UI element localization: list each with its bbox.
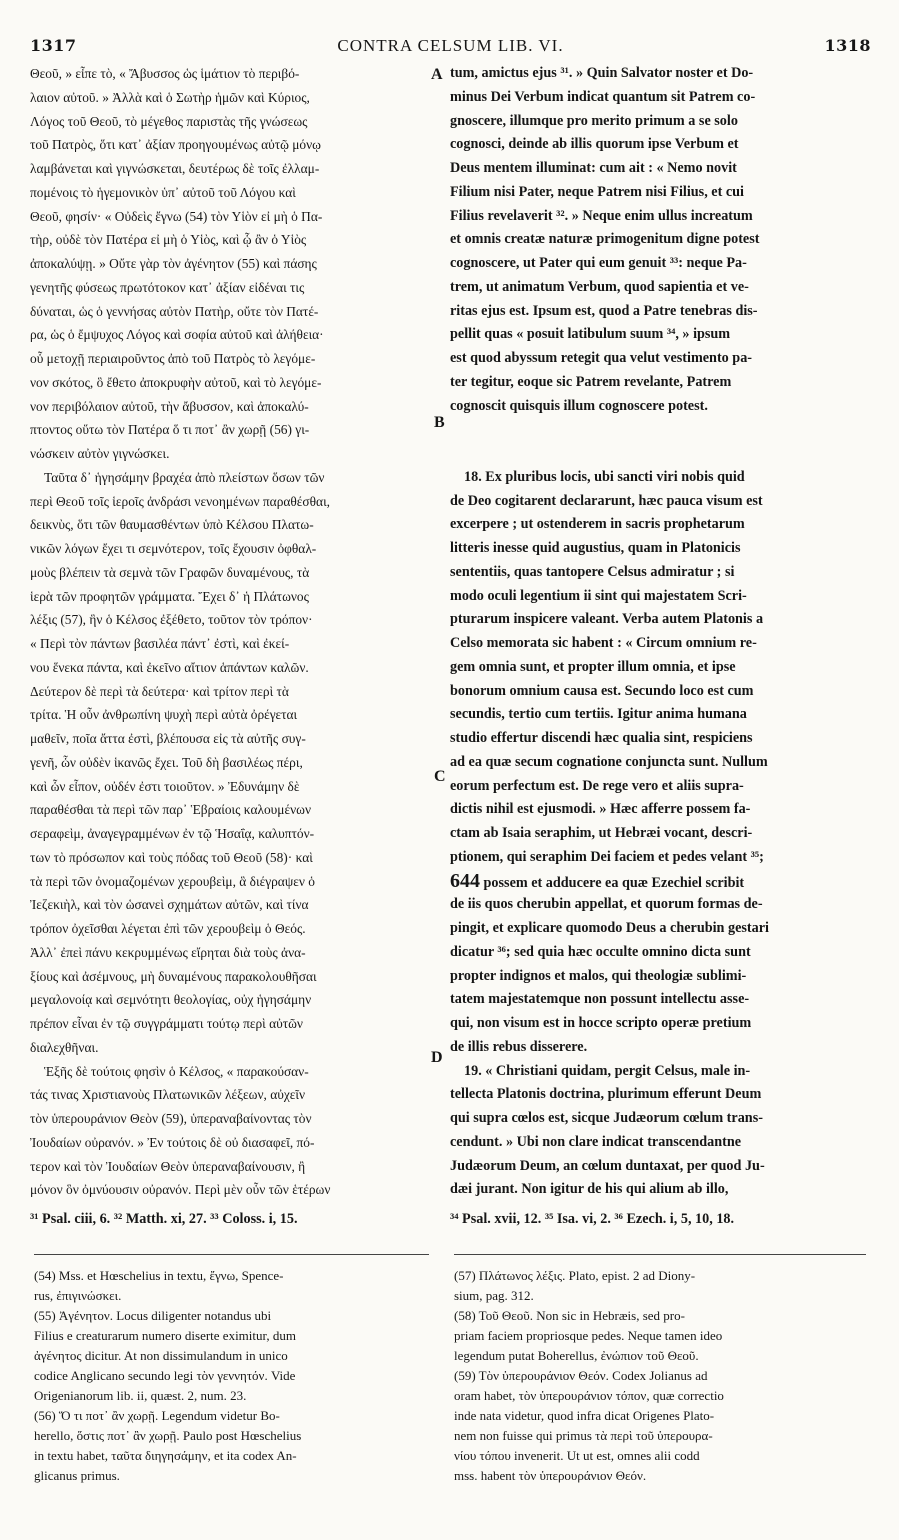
latin-text-line: et omnis creatæ naturæ primogenitum digne potest — [450, 231, 760, 248]
latin-text-line: studio effertur discendi hæc qualia sint, respiciens — [450, 730, 753, 746]
latin-text-line: trem, ut animatum Verbum, quod sapientia et ve- — [450, 278, 749, 295]
latin-text-line: dæi jurant. Non igitur de his qui alium ab illo, — [450, 1181, 729, 1198]
greek-text-line: τρόπον ὀχεῖσθαι λέγεται ἐπὶ τῶν χερουβεὶμ ὁ Θεός. — [30, 921, 306, 936]
latin-text-line: de illis rebus disserere. — [450, 1038, 588, 1055]
greek-text-line: παραθέσθαι τὰ περὶ τῶν παρ᾽ Ἑβραίοις καλουμένων — [30, 802, 312, 818]
greek-text-line: σεραφεὶμ, ἀναγεγραμμένων ἐν τῷ Ἡσαΐᾳ, καλυπτόν- — [30, 826, 315, 841]
greek-text-line: Λόγος τοῦ Θεοῦ, τὸ μέγεθος παριστὰς τῆς γνώσεως — [30, 113, 308, 129]
note-line: (56) Ὅ τι ποτ᾽ ἂν χωρῇ. Legendum videtur Bo- — [34, 1408, 280, 1423]
latin-column — [450, 62, 868, 1202]
scripture-refs-right: ³⁴ Psal. xvii, 12. ³⁵ Isa. vi, 2. ³⁶ Ezech. i, 5, 10, 18. — [450, 1211, 735, 1227]
greek-text-line: τοῦ Πατρὸς, ὅτι κατ᾽ ἀξίαν προηγουμένως αὐτῷ μόνῳ — [30, 137, 321, 153]
greek-text-line: Θεοῦ, » εἶπε τὸ, « Ἄβυσσος ὡς ἱμάτιον τὸ περιβό- — [30, 66, 300, 81]
note-line: legendum putat Boherellus, ἐνώπιον τοῦ Θεοῦ. — [454, 1348, 699, 1363]
margin-letter-d: D — [431, 1049, 443, 1066]
latin-line-644-text: possem et adducere ea quæ Ezechiel scribit — [480, 874, 745, 891]
greek-text-line: καὶ ὧν εἶπον, οὐδέν ἐστι τοιοῦτον. » Ἐδυνάμην δὲ — [30, 778, 300, 794]
greek-text-line: Ἰουδαίων οὐρανόν. » Ἐν τούτοις δὲ οὐ διασαφεῖ, πό- — [30, 1134, 315, 1150]
latin-text-line: bonorum omnium causa est. Secundo loco est cum — [450, 682, 754, 699]
latin-text-line: ritas ejus est. Ipsum est, quod a Patre tenebras dis- — [450, 302, 758, 319]
running-title: CONTRA CELSUM LIB. VI. — [337, 36, 564, 55]
latin-text-line: dicatur ³⁶; sed quia hæc occulte omnino dicta sunt — [450, 943, 751, 960]
greek-text-line: μοὺς βλέπειν τὰ σεμνὰ τῶν Γραφῶν δυναμένους, τὰ — [30, 564, 310, 580]
latin-text-line: gnoscere, illumque pro merito primum a se solo — [450, 112, 738, 129]
greek-text-line: μεγαλονοίᾳ καὶ σεμνότητι θεολογίας, οὐχ ἡγησάμην — [30, 992, 312, 1008]
scripture-refs-left: ³¹ Psal. ciii, 6. ³² Matth. xi, 27. ³³ Coloss. i, 15. — [30, 1211, 298, 1227]
latin-text-line: Filium nisi Pater, neque Patrem nisi Filius, et cui — [450, 183, 744, 200]
latin-text-line: Filius revelaverit ³². » Neque enim ullus increatum — [450, 207, 753, 224]
latin-text-line: cendunt. » Ubi non clare indicat transcendantne — [450, 1133, 742, 1150]
latin-text-line: modo oculi legentium ii sint qui majestatem Scri- — [450, 587, 747, 604]
latin-text-line: sententiis, quas tantopere Celsus admiratur ; si — [450, 563, 735, 580]
latin-text-line: de iis quos cherubin appellat, et quorum formas de- — [450, 896, 763, 913]
latin-text-line: pingit, et explicare quomodo Deus a cherubin gestari — [450, 920, 769, 936]
latin-block-a — [450, 62, 868, 418]
notes-divider-right — [454, 1254, 866, 1255]
greek-text-line: νον περιβόλαιον αὐτοῦ, τὴν ἄβυσσον, καὶ ἀποκαλύ- — [30, 398, 309, 414]
notes-right-column — [454, 1266, 872, 1486]
note-line: (58) Τοῦ Θεοῦ. Non sic in Hebræis, sed pro- — [454, 1308, 685, 1323]
latin-text-line: cognoscere, ut Pater qui eum genuit ³³: neque Pa- — [450, 255, 747, 271]
greek-text-line: Ἑξῆς δὲ τούτοις φησὶν ὁ Κέλσος, « παρακούσαν- — [44, 1063, 309, 1079]
greek-text-line: νώσκειν αὐτὸν γιγνώσκει. — [30, 446, 170, 461]
greek-text-line: Θεοῦ, φησίν· « Οὐδεὶς ἔγνω (54) τὸν Υἱὸν εἰ μὴ ὁ Πα- — [30, 208, 323, 224]
latin-text-line: Judæorum Deum, an cœlum duntaxat, per quod Ju- — [450, 1157, 765, 1174]
greek-text-line: πομένοις τὸ ἡγεμονικὸν ὑπ᾽ αὐτοῦ τοῦ Λόγου καὶ — [30, 184, 296, 200]
greek-text-line: λαμβάνεται καὶ γιγνώσκεται, δευτέρως δὲ τοῖς ἐλλαμ- — [30, 161, 320, 176]
greek-text-line: νικῶν λόγων ἔχει τι σεμνότερον, τοῖς ἔχουσιν ὀφθαλ- — [30, 541, 317, 556]
greek-text-line: νον σκότος, ὃ ἔθετο ἀποκρυφὴν αὐτοῦ, καὶ τὸ λεγόμε- — [30, 374, 322, 390]
latin-block-b — [450, 490, 868, 870]
greek-text-line: ἱερὰ τῶν προφητῶν γράμματα. Ἔχει δ᾽ ἡ Πλάτωνος — [30, 588, 309, 604]
greek-text-line: τάς τινας Χριστιανοὺς Πλατωνικῶν λέξεων, αὐχεῖν — [30, 1087, 306, 1103]
greek-column — [30, 62, 428, 1202]
notes-divider-left — [34, 1254, 429, 1255]
greek-text-line: Ταῦτα δ᾽ ἡγησάμην βραχέα ἀπὸ πλείστων ὅσων τῶν — [44, 469, 325, 485]
greek-text-line: διαλεχθῆναι. — [30, 1039, 99, 1055]
latin-text-line: est quod abyssum retegit qua velut vestimento pa- — [450, 350, 753, 366]
page-number-left: 1317 — [30, 36, 77, 55]
greek-text-line: Ἀλλ᾽ ἐπεὶ πάνυ κεκρυμμένως εἴρηται διὰ τοὺς ἀνα- — [30, 944, 306, 960]
greek-text-line: ἀποκαλύψῃ. » Οὔτε γὰρ τὸν ἀγένητον (55) καὶ πάσης — [30, 256, 317, 271]
running-header — [30, 36, 871, 60]
greek-text-line: γενῆ, ὧν οὐδὲν ἱκανῶς ἔχει. Τοῦ δὴ βασιλέως πέρι, — [30, 754, 303, 770]
greek-text-line: δύναται, ὡς ὁ γεννήσας αὐτὸν Πατὴρ, οὔτε τὸν Πατέ- — [30, 303, 319, 319]
latin-text-line: minus Dei Verbum indicat quantum sit Patrem co- — [450, 88, 756, 105]
note-line: Filius e creaturarum numero diserte eximitur, dum — [34, 1328, 296, 1343]
greek-text-line: λέξις (57), ἣν ὁ Κέλσος ἐξέθετο, τοῦτον τὸν τρόπον· — [30, 612, 313, 628]
note-line: inde nata videtur, quod infra dicat Origenes Plato- — [454, 1408, 715, 1423]
note-line: priam faciem propriosque pedes. Neque tamen ideo — [454, 1328, 723, 1343]
latin-text-line: de Deo cogitarent declararunt, hæc pauca visum est — [450, 492, 763, 509]
paragraph-gap — [450, 442, 868, 466]
greek-text-line: « Περὶ τὸν πάντων βασιλέα πάντ᾽ ἐστὶ, καὶ ἐκεί- — [30, 636, 290, 651]
latin-text-line: ptionem, qui seraphim Dei faciem et pedes velant ³⁵; — [450, 848, 764, 865]
greek-text-line: πτοντος οὕτω τὸν Πατέρα ὅ τι ποτ᾽ ἂν χωρῇ (56) γι- — [30, 422, 310, 438]
paragraph-gap — [450, 418, 868, 442]
greek-text-line: τερον καὶ τὸν Ἰουδαίων Θεὸν ὑπεραναβαίνουσιν, ἢ — [30, 1158, 306, 1174]
note-line: (59) Τὸν ὑπερουράνιον Θεόν. Codex Jolianus ad — [454, 1368, 708, 1383]
latin-block-c — [450, 893, 868, 1202]
greek-text-line: τρίτα. Ἡ οὖν ἀνθρωπίνη ψυχὴ περὶ αὐτὰ ὀρέγεται — [30, 707, 298, 723]
greek-text-line: περὶ Θεοῦ τοῖς ἱεροῖς ἀνδράσι νενοημένων παραθέσθαι, — [30, 493, 331, 509]
note-line: oram habet, τὸν ὑπερουράνιον τόπον, quæ correctio — [454, 1388, 724, 1403]
latin-text-line: cognosci, deinde ab illis quorum ipse Verbum et — [450, 136, 739, 153]
latin-text-line: tatem majestatemque non possunt intellectu asse- — [450, 991, 750, 1008]
greek-text-line: νου ἕνεκα πάντα, καὶ ἐκεῖνο αἴτιον ἁπάντων καλῶν. — [30, 659, 309, 675]
note-line: codice Anglicano secundo legi τὸν γεννητόν. Vide — [34, 1368, 296, 1383]
note-line: νίου τόπου invenerit. Ut ut est, omnes alii codd — [454, 1448, 700, 1463]
note-line: rus, ἐπιγινώσκει. — [34, 1288, 122, 1303]
margin-letter-c: C — [434, 768, 446, 785]
latin-text-line: propter indignos et malos, qui theologiæ sublimi- — [450, 967, 747, 984]
note-line: (54) Mss. et Hœschelius in textu, ἔγνω, Spence- — [34, 1268, 284, 1283]
latin-text-line: qui, non visum est in hocce scripto operæ pretium — [450, 1015, 752, 1031]
greek-text-line: τὸν ὑπερουράνιον Θεὸν (59), ὑπεραναβαίνοντας τὸν — [30, 1111, 312, 1126]
latin-text-line: ad ea quæ secum cognatione conjuncta sunt. Nullum — [450, 753, 768, 770]
latin-text-line: Deus mentem illuminat: cum ait : « Nemo novit — [450, 160, 737, 176]
latin-text-line: ter tegitur, eoque sic Patrem revelante, Patrem — [450, 373, 732, 390]
note-line: (57) Πλάτωνος λέξις. Plato, epist. 2 ad Diony- — [454, 1268, 696, 1283]
greek-text-line: πρέπον εἶναι ἐν τῷ συγγράμματι τούτῳ περὶ αὐτῶν — [30, 1016, 303, 1031]
latin-text-line: pellit quas « posuit latibulum suum ³⁴, » ipsum — [450, 326, 731, 343]
notes-left-column — [34, 1266, 432, 1486]
greek-text-line: Δεύτερον δὲ περὶ τὰ δεύτερα· καὶ τρίτον περὶ τὰ — [30, 683, 289, 699]
note-line: glicanus primus. — [34, 1468, 120, 1483]
latin-text-line: litteris inesse quid augustius, quam in Platonicis — [450, 540, 741, 556]
greek-text-line: μαθεῖν, ποῖα ἄττα ἐστὶ, βλέπουσα εἰς τὰ αὐτῆς συγ- — [30, 731, 306, 746]
note-line: sium, pag. 312. — [454, 1288, 534, 1303]
latin-text-line: excerpere ; ut ostenderem in sacris prophetarum — [450, 516, 745, 533]
latin-text-line: tum, amictus ejus ³¹. » Quin Salvator noster et Do- — [450, 65, 754, 81]
note-line: in textu habet, ταῦτα διηγησάμην, et ita codex An- — [34, 1448, 297, 1463]
margin-letter-a: A — [431, 66, 443, 83]
latin-text-line: cognoscit quisquis illum cognoscere potest. — [450, 397, 708, 414]
greek-text-line: λαιον αὐτοῦ. » Ἀλλὰ καὶ ὁ Σωτὴρ ἡμῶν καὶ Κύριος, — [30, 89, 310, 105]
latin-text-line: Celso memorata sic habent : « Circum omnium re- — [450, 635, 757, 651]
greek-text-line: ξίους καὶ ἀσέμνους, μὴ δυναμένους παρακολουθῆσαι — [30, 968, 317, 984]
greek-text-line: μόνον ὃν ὀμνύουσιν οὐρανόν. Περὶ μὲν οὖν τῶν ἑτέρων — [30, 1182, 331, 1198]
latin-text-line: gem omnia sunt, et propter illum omnia, et ipse — [450, 658, 736, 675]
greek-text-line: Ἰεζεκιὴλ, καὶ τὸν ὡσανεὶ σχημάτων αὐτῶν, καὶ τίνα — [30, 897, 309, 913]
greek-text-line: ρα, ὡς ὁ ἔμψυχος Λόγος καὶ σοφία αὐτοῦ καὶ ἀλήθεια· — [30, 327, 324, 343]
latin-text-line: dictis nihil est ejusmodi. » Hæc afferre possem fa- — [450, 801, 751, 818]
latin-text-line: ctam ab Isaia seraphim, ut Hebræi vocant, descri- — [450, 825, 753, 841]
greek-text-line: τὰ περὶ τῶν ὀνομαζομένων χερουβεὶμ, ἃ διέγραψεν ὁ — [30, 873, 315, 889]
note-line: mss. habent τὸν ὑπερουράνιον Θεόν. — [454, 1468, 647, 1483]
latin-text-line: secundis, tertio cum tertiis. Igitur anima humana — [450, 706, 747, 723]
greek-text-line: οὗ μετοχῇ περιαιροῦντος ἀπὸ τοῦ Πατρὸς τὸ λεγόμε- — [30, 351, 316, 366]
latin-text-line: 19. « Christiani quidam, pergit Celsus, male in- — [464, 1062, 751, 1079]
latin-text-line: pturarum inspicere valeant. Verba autem Platonis a — [450, 611, 764, 628]
greek-text-line: δεικνὺς, ὅτι τῶν θαυμασθέντων ὑπὸ Κέλσου Πλατω- — [30, 517, 314, 533]
note-line: (55) Ἀγένητον. Locus diligenter notandus ubi — [34, 1308, 272, 1323]
greek-text-line: των τὸ πρόσωπον καὶ τοὺς πόδας τοῦ Θεοῦ (58)· καὶ — [30, 849, 313, 865]
note-line: nem non fuisse qui primus τὰ περὶ τοῦ ὑπερουρα- — [454, 1428, 713, 1443]
latin-text-line: tellecta Platonis doctrina, plurimum efferunt Deum — [450, 1086, 762, 1103]
margin-letter-b: B — [434, 414, 445, 431]
latin-text-line: qui supra cœlos est, sicque Judæorum cœlum trans- — [450, 1110, 763, 1126]
latin-line-644 — [450, 870, 868, 894]
greek-text-line: τὴρ, οὐδὲ τὸν Πατέρα εἰ μὴ ὁ Υἱὸς, καὶ ᾧ ἂν ὁ Υἱὸς — [30, 232, 307, 248]
note-line: herello, ὅστις ποτ᾽ ἂν χωρῇ. Paulo post Hœschelius — [34, 1428, 302, 1443]
latin-paragraph-18-start: 18. Ex pluribus locis, ubi sancti viri nobis quid — [464, 468, 745, 485]
page-number-right: 1318 — [824, 36, 871, 55]
note-line: Origenianorum lib. ii, quæst. 2, num. 23. — [34, 1388, 247, 1403]
latin-text-line: eorum perfectum est. De rege vero et aliis supra- — [450, 777, 744, 794]
greek-text-line: γενητῆς φύσεως πρωτότοκον κατ᾽ ἀξίαν εἰδέναι τις — [30, 279, 305, 295]
note-line: ἀγένητος dicitur. At non dissimulandum in unico — [34, 1348, 288, 1363]
column-number-644: 644 — [450, 869, 480, 892]
